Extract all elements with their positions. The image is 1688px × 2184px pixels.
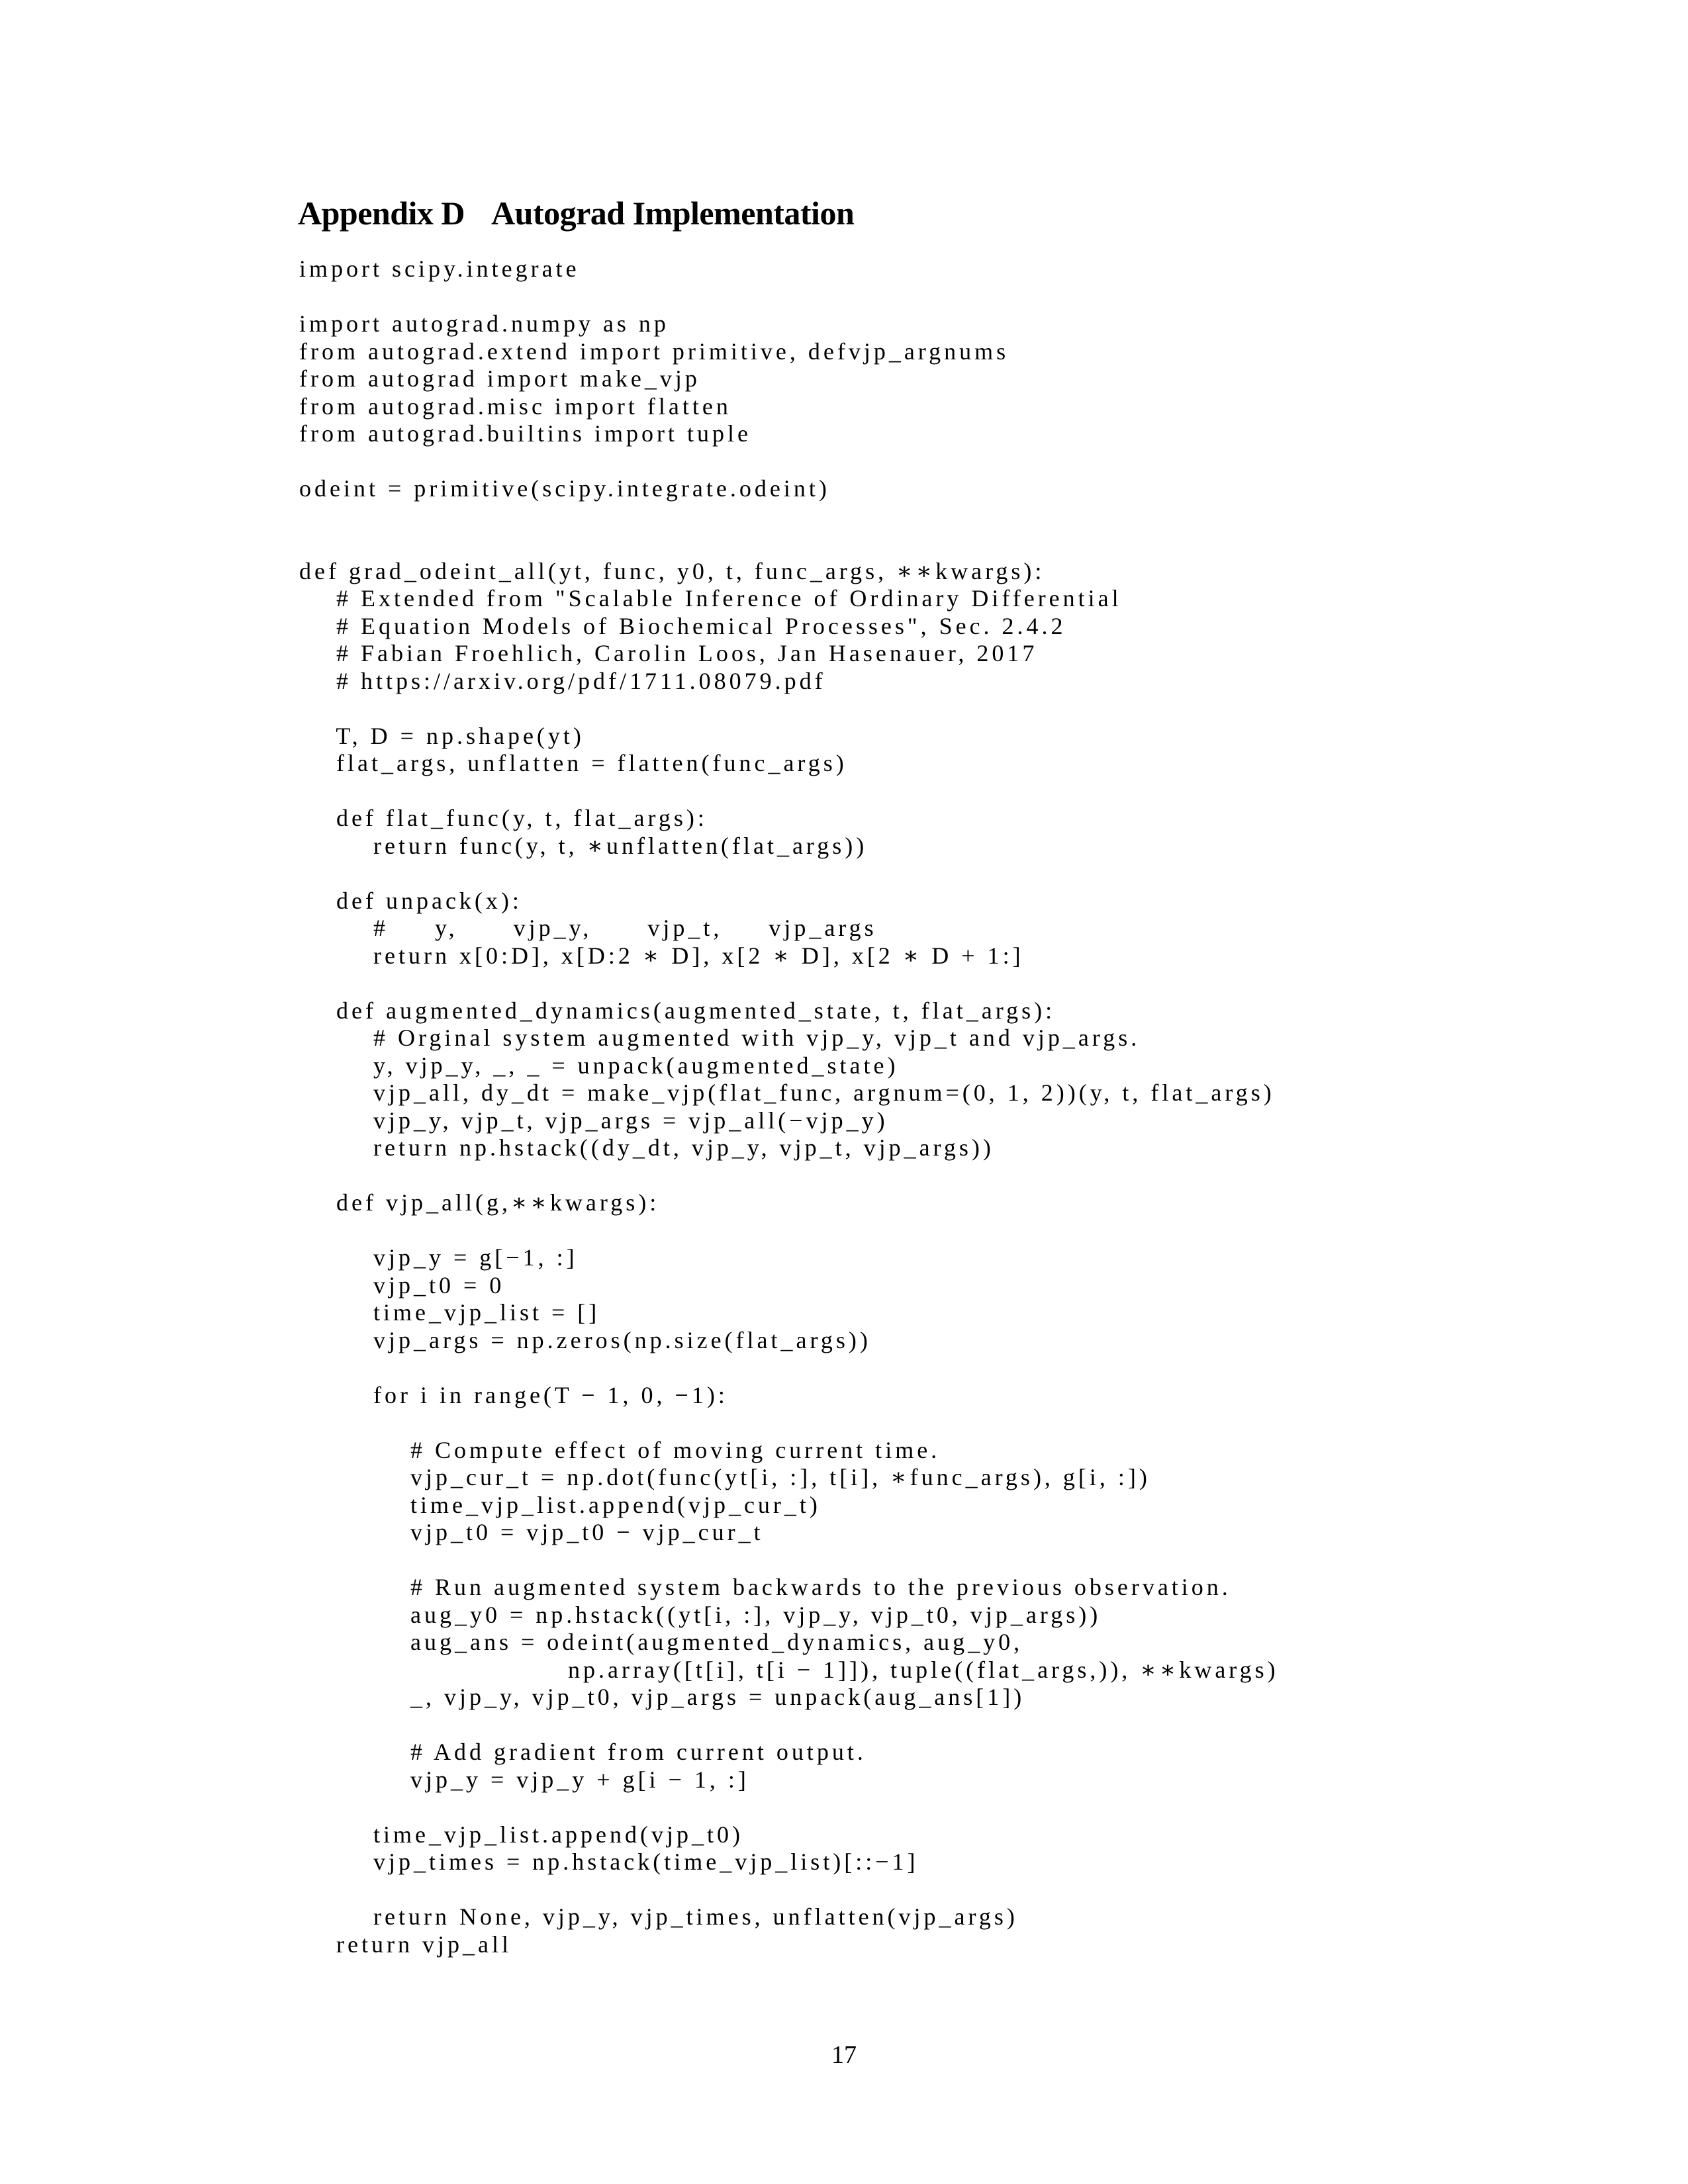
code-line bbox=[299, 970, 1643, 997]
code-line: # Extended from "Scalable Inference of Ordinary Differential bbox=[299, 585, 1122, 612]
code-line: def vjp_all(g,∗∗kwargs): bbox=[299, 1189, 660, 1216]
code-line: _, vjp_y, vjp_t0, vjp_args = unpack(aug_ans[1]) bbox=[299, 1684, 1025, 1710]
code-line bbox=[299, 448, 1643, 476]
code-line: vjp_all, dy_dt = make_vjp(flat_func, argnum=(0, 1, 2))(y, t, flat_args) bbox=[299, 1079, 1275, 1106]
code-line: vjp_y = vjp_y + g[i − 1, :] bbox=[299, 1766, 749, 1793]
code-line: aug_y0 = np.hstack((yt[i, :], vjp_y, vjp_t0, vjp_args)) bbox=[299, 1601, 1102, 1628]
code-line: from autograd.misc import flatten bbox=[299, 392, 731, 420]
code-line: for i in range(T − 1, 0, −1): bbox=[299, 1381, 728, 1408]
code-line: vjp_t0 = vjp_t0 − vjp_cur_t bbox=[299, 1519, 764, 1545]
code-line: y, vjp_y, _, _ = unpack(augmented_state) bbox=[299, 1052, 899, 1079]
code-line: vjp_times = np.hstack(time_vjp_list)[::−1] bbox=[299, 1848, 919, 1875]
code-line: from autograd.extend import primitive, defvjp_argnums bbox=[299, 338, 1009, 365]
code-line bbox=[299, 1217, 1643, 1245]
code-line: # y, vjp_y, vjp_t, vjp_args bbox=[299, 915, 877, 941]
code-line bbox=[299, 530, 1643, 558]
code-line: def unpack(x): bbox=[299, 887, 522, 914]
code-line: T, D = np.shape(yt) bbox=[299, 722, 585, 749]
code-line: import autograd.numpy as np bbox=[299, 310, 669, 337]
code-line: import scipy.integrate bbox=[299, 255, 580, 282]
code-line bbox=[299, 1409, 1643, 1437]
code-line: aug_ans = odeint(augmented_dynamics, aug_y0, bbox=[299, 1629, 1023, 1655]
code-line: vjp_y, vjp_t, vjp_args = vjp_all(−vjp_y) bbox=[299, 1107, 888, 1134]
code-line: flat_args, unflatten = flatten(func_args) bbox=[299, 750, 847, 776]
code-line: vjp_y = g[−1, :] bbox=[299, 1244, 578, 1271]
code-line: def augmented_dynamics(augmented_state, t, flat_args): bbox=[299, 997, 1056, 1024]
code-line bbox=[299, 283, 1643, 311]
code-line bbox=[299, 503, 1643, 531]
code-line: vjp_t0 = 0 bbox=[299, 1271, 505, 1298]
code-line: vjp_cur_t = np.dot(func(yt[i, :], t[i], ∗func_args), g[i, :]) bbox=[299, 1464, 1150, 1490]
appendix-heading bbox=[298, 193, 854, 233]
code-line: def grad_odeint_all(yt, func, y0, t, func_args, ∗∗kwargs): bbox=[299, 557, 1045, 584]
code-line: time_vjp_list = [] bbox=[299, 1299, 600, 1326]
code-line: # Add gradient from current output. bbox=[299, 1739, 867, 1765]
code-line: return func(y, t, ∗unflatten(flat_args)) bbox=[299, 832, 868, 859]
code-line bbox=[299, 1547, 1643, 1574]
code-line: # Equation Models of Biochemical Processes", Sec. 2.4.2 bbox=[299, 612, 1066, 639]
code-line: # https://arxiv.org/pdf/1711.08079.pdf bbox=[299, 667, 826, 694]
code-line bbox=[299, 1794, 1643, 1821]
code-line bbox=[299, 1162, 1643, 1190]
appendix-number: Appendix D bbox=[298, 195, 465, 232]
code-line: # Run augmented system backwards to the previous observation. bbox=[299, 1574, 1231, 1600]
appendix-title: Autograd Implementation bbox=[491, 195, 855, 232]
code-line: return x[0:D], x[D:2 ∗ D], x[2 ∗ D], x[2 ∗ D + 1:] bbox=[299, 942, 1024, 969]
code-line: return np.hstack((dy_dt, vjp_y, vjp_t, vjp_args)) bbox=[299, 1134, 994, 1161]
code-line: time_vjp_list.append(vjp_t0) bbox=[299, 1821, 743, 1848]
page-number: 17 bbox=[831, 2041, 857, 2069]
code-line: return vjp_all bbox=[299, 1931, 512, 1958]
code-line bbox=[299, 1354, 1643, 1382]
code-line bbox=[299, 695, 1643, 723]
code-line: vjp_args = np.zeros(np.size(flat_args)) bbox=[299, 1326, 871, 1353]
code-line: time_vjp_list.append(vjp_cur_t) bbox=[299, 1491, 821, 1518]
code-line: def flat_func(y, t, flat_args): bbox=[299, 805, 708, 831]
code-line bbox=[299, 860, 1643, 887]
code-line: # Fabian Froehlich, Carolin Loos, Jan Hasenauer, 2017 bbox=[299, 640, 1038, 666]
code-listing bbox=[299, 255, 1643, 1958]
code-line: # Compute effect of moving current time. bbox=[299, 1436, 941, 1463]
code-line: np.array([t[i], t[i − 1]]), tuple((flat_args,)), ∗∗kwargs) bbox=[299, 1656, 1279, 1683]
code-line bbox=[299, 1876, 1643, 1904]
code-line bbox=[299, 778, 1643, 805]
code-line: return None, vjp_y, vjp_times, unflatten(vjp_args) bbox=[299, 1903, 1018, 1930]
code-line: from autograd.builtins import tuple bbox=[299, 420, 751, 447]
code-line: # Orginal system augmented with vjp_y, vjp_t and vjp_args. bbox=[299, 1024, 1141, 1051]
code-line bbox=[299, 1711, 1643, 1739]
code-line: odeint = primitive(scipy.integrate.odeint) bbox=[299, 475, 830, 502]
code-line: from autograd import make_vjp bbox=[299, 365, 700, 392]
